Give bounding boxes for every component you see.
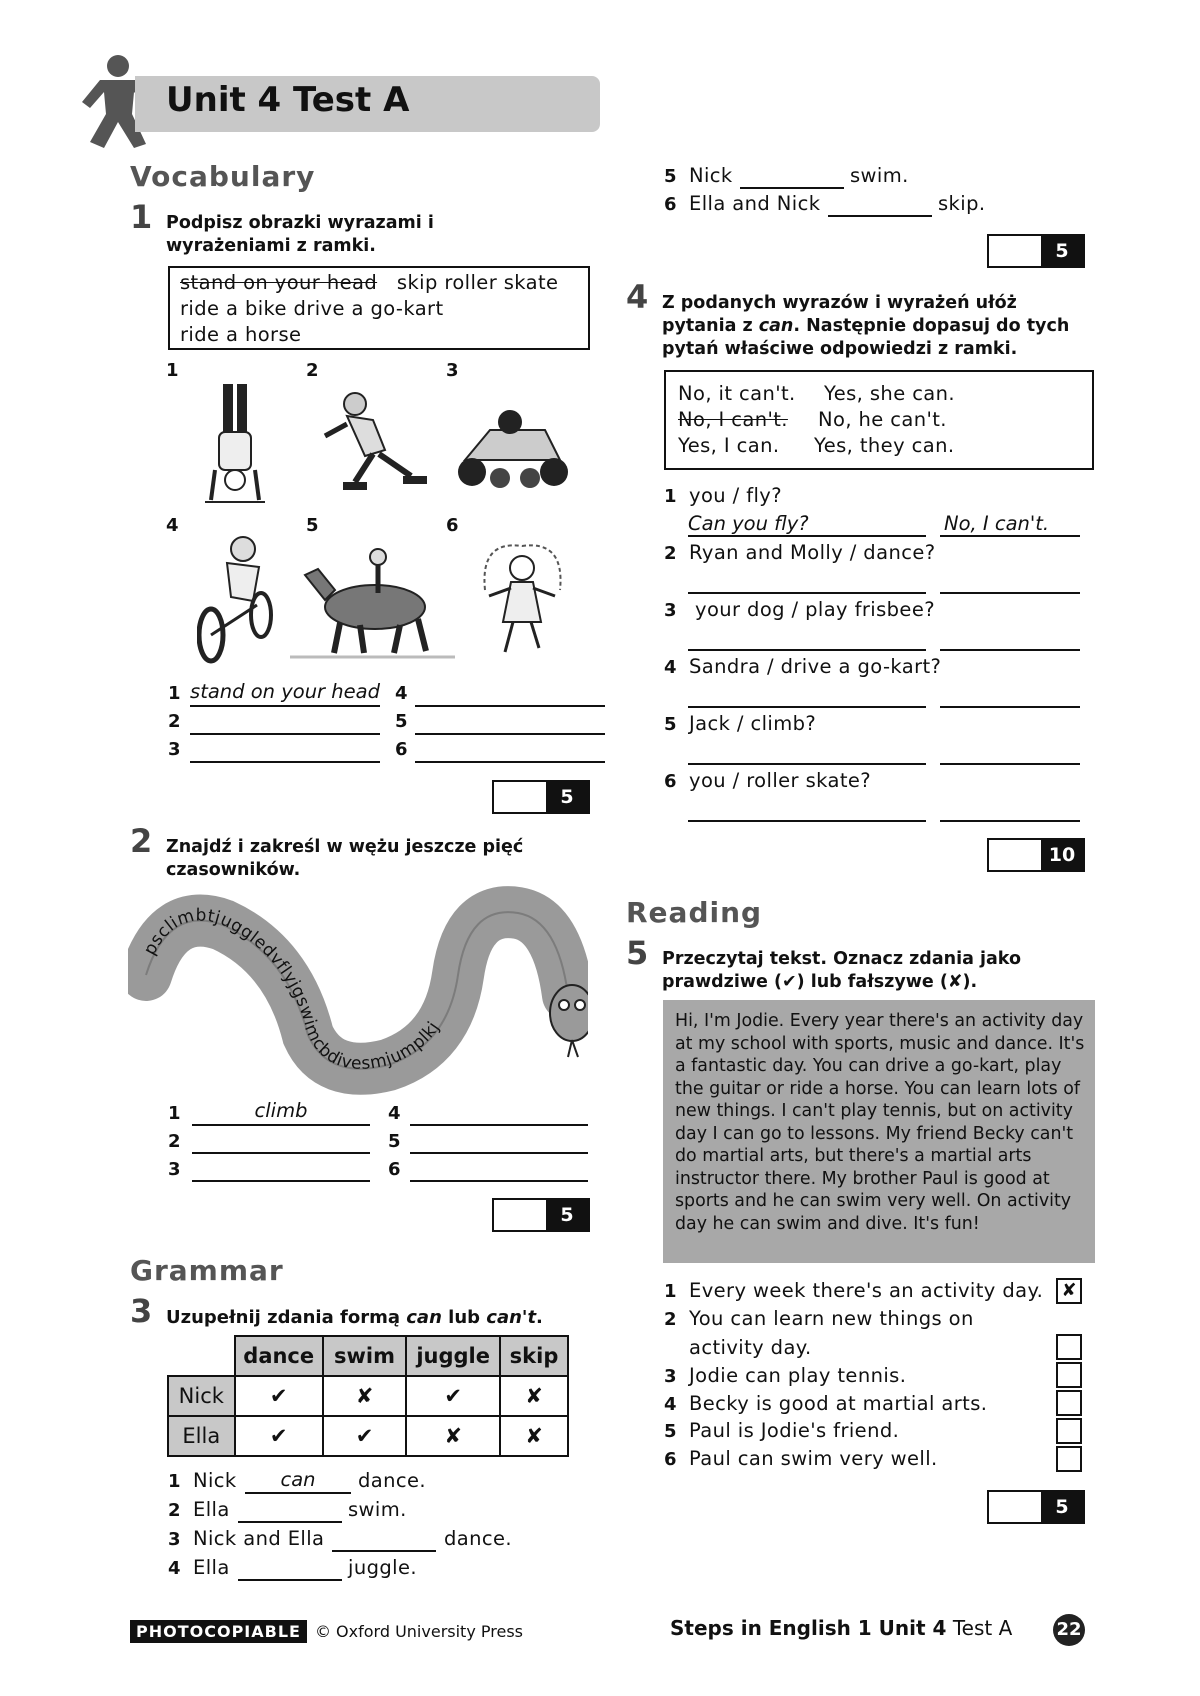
answer-number: 1 (168, 683, 181, 704)
answer-line[interactable] (238, 1579, 342, 1581)
sentence-number: 4 (168, 1558, 181, 1579)
box-phrases: ride a bike drive a go-kart (180, 297, 444, 320)
exercise-5-number: 5 (626, 934, 649, 972)
score-value: 5 (1041, 1492, 1083, 1522)
true-false-checkbox[interactable] (1056, 1390, 1082, 1416)
picture-label: 6 (446, 515, 459, 536)
statement-text: Becky is good at martial arts. (689, 1392, 988, 1415)
table-cell: ✘ (500, 1376, 568, 1416)
horse-rider-picture (290, 545, 455, 660)
exercise-4-instruction (662, 292, 1069, 361)
example-answer: climb (254, 1099, 308, 1122)
sentence-subject: Ella (193, 1556, 230, 1579)
sentence-end: swim. (348, 1498, 407, 1521)
snake-letters: psclimbtjuggledvflyjgswimcbdivesmjumplkj (139, 905, 444, 1074)
reading-heading: Reading (626, 896, 763, 929)
answer-line[interactable] (238, 1521, 342, 1523)
table-row-name: Ella (168, 1416, 235, 1456)
exercise-1-number: 1 (130, 198, 153, 236)
score-box[interactable] (492, 780, 590, 814)
sentence-number: 3 (168, 1529, 181, 1550)
answer-number: 4 (388, 1103, 401, 1124)
answer-line[interactable] (415, 705, 605, 707)
question-number: 1 (664, 486, 677, 507)
sentence-subject: Nick (193, 1469, 237, 1492)
box-answer: Yes, she can. (824, 382, 956, 405)
box-phrases: skip roller skate (396, 271, 559, 294)
true-false-checkbox[interactable] (1056, 1446, 1082, 1472)
box-answer: No, he can't. (818, 408, 947, 431)
picture-label: 2 (306, 360, 319, 381)
answer-line[interactable] (192, 1180, 370, 1182)
true-false-checkbox[interactable] (1056, 1334, 1082, 1360)
statement-number: 3 (664, 1366, 677, 1387)
answer-line[interactable] (245, 1492, 351, 1494)
box-answer-used: No, I can't. (678, 408, 788, 431)
answer-line[interactable] (190, 705, 380, 707)
box-answer: Yes, I can. (678, 434, 780, 457)
answer-line[interactable] (940, 706, 1080, 708)
box-answer: No, it can't. (678, 382, 796, 405)
answer-line[interactable] (410, 1152, 588, 1154)
answer-line[interactable] (410, 1124, 588, 1126)
example-answer: can (280, 1468, 316, 1491)
answer-number: 2 (168, 711, 181, 732)
sentence-subject: Ella and Nick (689, 192, 821, 215)
instruction-line: prawdziwe (✔) lub fałszywe (✘). (662, 972, 978, 992)
statement-number: 2 (664, 1309, 677, 1330)
answer-line[interactable] (688, 535, 926, 537)
table-cell: ✘ (500, 1416, 568, 1456)
table-cell: ✔ (323, 1416, 406, 1456)
instruction-text: pytania z (662, 316, 759, 336)
statement-number: 1 (664, 1281, 677, 1302)
statement-number: 4 (664, 1394, 677, 1415)
table-header: swim (323, 1336, 406, 1376)
answer-line[interactable] (192, 1152, 370, 1154)
question-prompt: Ryan and Molly / dance? (689, 541, 936, 564)
ability-table (167, 1335, 569, 1457)
instruction-line: Znajdź i zakreśl w wężu jeszcze pięć (166, 837, 524, 857)
statement-text: activity day. (689, 1336, 812, 1359)
example-response: No, I can't. (944, 512, 1050, 535)
example-answer: stand on your head (190, 680, 380, 703)
series-title: Steps in English 1 Unit 4 (670, 1616, 947, 1640)
question-number: 6 (664, 771, 677, 792)
footer-right (670, 1616, 1012, 1640)
exercise-1-instruction (166, 212, 434, 258)
answer-line[interactable] (410, 1180, 588, 1182)
sentence-subject: Nick and Ella (193, 1527, 325, 1550)
statement-text: Jodie can play tennis. (689, 1364, 907, 1387)
go-kart-picture (450, 400, 575, 495)
sentence-number: 2 (168, 1500, 181, 1521)
box-phrases: ride a horse (180, 323, 302, 346)
table-header: skip (500, 1336, 568, 1376)
question-number: 4 (664, 657, 677, 678)
answer-line[interactable] (940, 592, 1080, 594)
answer-number: 2 (168, 1131, 181, 1152)
true-false-checkbox[interactable] (1056, 1362, 1082, 1388)
answer-line[interactable] (940, 535, 1080, 537)
true-false-checkbox[interactable]: ✘ (1056, 1278, 1082, 1304)
answer-number: 6 (395, 739, 408, 760)
picture-label: 5 (306, 515, 319, 536)
table-header: juggle (406, 1336, 500, 1376)
answer-number: 3 (168, 1159, 181, 1180)
picture-label: 1 (166, 360, 179, 381)
exercise-2-instruction (166, 836, 523, 882)
word-snake (128, 885, 588, 1100)
sentence-end: dance. (444, 1527, 513, 1550)
table-cell: ✔ (235, 1376, 323, 1416)
instruction-line: pytań właściwe odpowiedzi z ramki. (662, 339, 1018, 359)
answer-line[interactable] (828, 215, 932, 217)
answer-line[interactable] (688, 820, 926, 822)
score-box[interactable] (987, 838, 1085, 872)
table-cell: ✘ (323, 1376, 406, 1416)
score-box[interactable] (492, 1198, 590, 1232)
answer-number: 4 (395, 683, 408, 704)
instruction-text: can't (486, 1307, 537, 1328)
instruction-text: can (758, 316, 794, 336)
score-value: 5 (546, 782, 588, 812)
sentence-number: 5 (664, 166, 677, 187)
answer-line[interactable] (192, 1124, 370, 1126)
question-prompt: you / roller skate? (689, 769, 872, 792)
instruction-text: can (406, 1307, 442, 1328)
roller-skater-picture (315, 390, 430, 500)
answer-box (664, 370, 1094, 470)
answer-line[interactable] (740, 187, 844, 189)
table-row-name: Nick (168, 1376, 235, 1416)
statement-text: You can learn new things on (689, 1307, 974, 1330)
answer-line[interactable] (688, 763, 926, 765)
answer-line[interactable] (415, 761, 605, 763)
answer-number: 5 (388, 1131, 401, 1152)
sentence-number: 1 (168, 1471, 181, 1492)
question-prompt: Jack / climb? (689, 712, 817, 735)
sentence-number: 6 (664, 194, 677, 215)
grammar-heading: Grammar (130, 1254, 284, 1287)
footer-left (130, 1620, 523, 1643)
struck-phrase: stand on your head (180, 271, 378, 294)
score-box[interactable] (987, 234, 1085, 268)
score-value: 5 (546, 1200, 588, 1230)
answer-line[interactable] (940, 820, 1080, 822)
question-number: 3 (664, 600, 677, 621)
statement-number: 5 (664, 1421, 677, 1442)
sentence-subject: Ella (193, 1498, 230, 1521)
handstand-picture (205, 380, 265, 510)
statement-text: Every week there's an activity day. (689, 1279, 1044, 1302)
instruction-text: . (536, 1307, 543, 1328)
photocopiable-badge: PHOTOCOPIABLE (130, 1620, 307, 1643)
answer-line[interactable] (688, 649, 926, 651)
reading-text-box (663, 1000, 1095, 1263)
question-prompt: you / fly? (689, 484, 782, 507)
instruction-text: . Następnie dopasuj do tych (793, 316, 1070, 336)
example-question: Can you fly? (688, 512, 809, 535)
exercise-5-instruction (662, 948, 1021, 994)
table-cell: ✔ (235, 1416, 323, 1456)
answer-number: 6 (388, 1159, 401, 1180)
answer-line[interactable] (190, 761, 380, 763)
score-box[interactable] (987, 1490, 1085, 1524)
sentence-end: juggle. (348, 1556, 417, 1579)
picture-label: 3 (446, 360, 459, 381)
skipping-girl-picture (475, 540, 570, 665)
exercise-2-number: 2 (130, 822, 153, 860)
statement-number: 6 (664, 1449, 677, 1470)
statement-text: Paul is Jodie's friend. (689, 1419, 900, 1442)
box-answer: Yes, they can. (814, 434, 955, 457)
question-prompt: Sandra / drive a go-kart? (689, 655, 942, 678)
instruction-line: wyrażeniami z ramki. (166, 236, 376, 256)
score-value: 10 (1041, 840, 1083, 870)
sentence-end: swim. (850, 164, 909, 187)
instruction-line: czasowników. (166, 860, 301, 880)
answer-line[interactable] (415, 733, 605, 735)
sentence-subject: Nick (689, 164, 733, 187)
answer-number: 1 (168, 1103, 181, 1124)
vocabulary-heading: Vocabulary (130, 160, 316, 193)
answer-line[interactable] (688, 592, 926, 594)
table-header: dance (235, 1336, 323, 1376)
question-prompt: your dog / play frisbee? (695, 598, 935, 621)
sentence-end: skip. (938, 192, 986, 215)
answer-number: 3 (168, 739, 181, 760)
question-number: 2 (664, 543, 677, 564)
sentence-end: dance. (358, 1469, 427, 1492)
page-title: Unit 4 Test A (166, 80, 410, 120)
answer-line[interactable] (688, 706, 926, 708)
instruction-line: Przeczytaj tekst. Oznacz zdania jako (662, 949, 1021, 969)
series-test: Test A (952, 1616, 1013, 1640)
answer-line[interactable] (332, 1550, 436, 1552)
answer-line[interactable] (940, 649, 1080, 651)
copyright: © Oxford University Press (314, 1622, 523, 1641)
answer-line[interactable] (190, 733, 380, 735)
score-value: 5 (1041, 236, 1083, 266)
exercise-3-number: 3 (130, 1292, 153, 1330)
question-number: 5 (664, 714, 677, 735)
instruction-text: Uzupełnij zdania formą (166, 1307, 407, 1328)
table-cell: ✘ (406, 1416, 500, 1456)
answer-number: 5 (395, 711, 408, 732)
word-box (168, 266, 590, 350)
instruction-line: Podpisz obrazki wyrazami i (166, 213, 434, 233)
instruction-text: lub (441, 1307, 487, 1328)
statement-text: Paul can swim very well. (689, 1447, 938, 1470)
exercise-4-number: 4 (626, 278, 649, 316)
page-number: 22 (1053, 1614, 1085, 1646)
cyclist-picture (197, 535, 277, 665)
answer-line[interactable] (940, 763, 1080, 765)
instruction-line: Z podanych wyrazów i wyrażeń ułóż (662, 293, 1017, 313)
true-false-checkbox[interactable] (1056, 1418, 1082, 1444)
table-cell: ✔ (406, 1376, 500, 1416)
reading-text: Hi, I'm Jodie. Every year there's an activity day at my school with sports, music and dance. It's a fantastic day. You can drive a go-kart, play the guitar or ride a horse. You can learn lots of new things. I can't play tennis, but on activity day I can go to lessons. My friend Becky can't do martial arts, but there's a martial arts instructor there. My brother Paul is good at sports and he can swim very well. On activity day he can swim and dive. It's fun! (675, 1011, 1085, 1234)
picture-label: 4 (166, 515, 179, 536)
exercise-3-instruction (166, 1306, 543, 1329)
